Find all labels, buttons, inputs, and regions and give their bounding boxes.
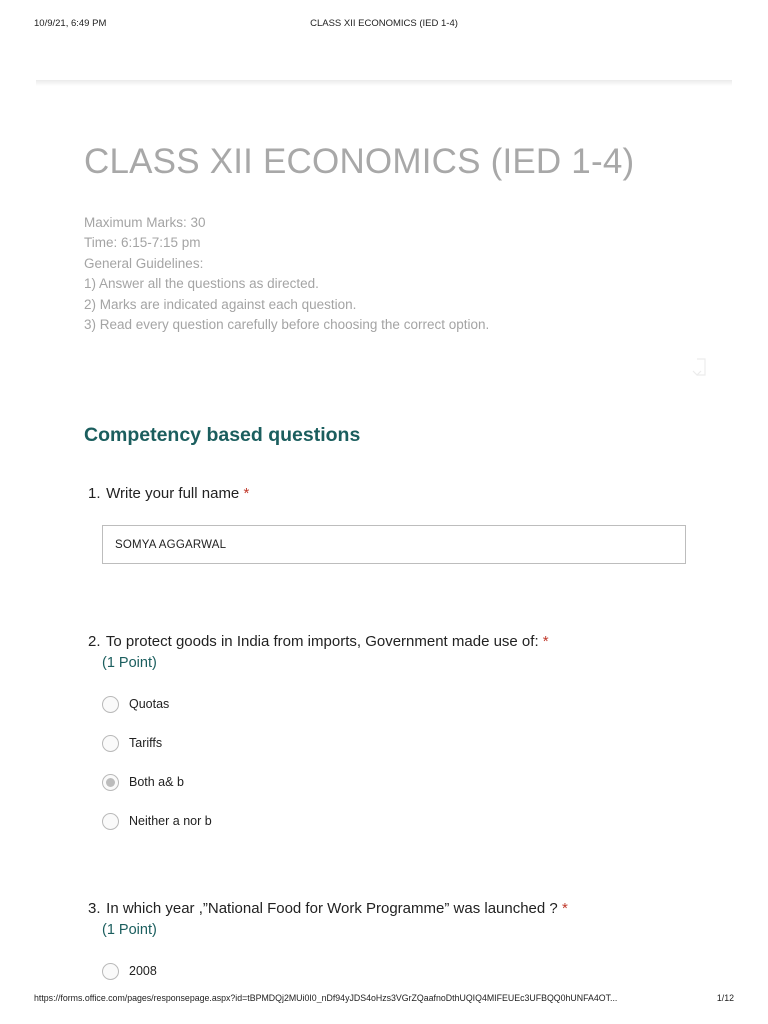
form-description xyxy=(84,213,644,335)
option-label: Neither a nor b xyxy=(129,814,212,828)
option-neither[interactable] xyxy=(102,811,212,831)
option-both[interactable] xyxy=(102,772,184,792)
question-number: 3. xyxy=(88,900,101,917)
form-title: CLASS XII ECONOMICS (IED 1-4) xyxy=(84,142,635,181)
question-1-title xyxy=(88,485,249,502)
question-number: 2. xyxy=(88,633,101,650)
print-footer xyxy=(34,993,734,1007)
description-line: 1) Answer all the questions as directed. xyxy=(84,276,319,292)
radio-button-icon[interactable] xyxy=(102,774,119,791)
question-text: In which year ,”National Food for Work Programme” was launched ? xyxy=(106,900,558,917)
radio-button-icon[interactable] xyxy=(102,813,119,830)
question-text: To protect goods in India from imports, Government made use of: xyxy=(105,633,539,650)
question-text: Write your full name xyxy=(106,485,240,502)
option-tariffs[interactable] xyxy=(102,733,162,753)
form-card-top-edge xyxy=(36,80,732,86)
description-line: 3) Read every question carefully before choosing the correct option. xyxy=(84,317,490,333)
print-page-number: 1/12 xyxy=(716,993,734,1003)
question-3-points: (1 Point) xyxy=(102,922,157,938)
description-line: 2) Marks are indicated against each question. xyxy=(84,296,357,312)
full-name-input[interactable] xyxy=(102,525,686,564)
print-url: https://forms.office.com/pages/responsepage.aspx?id=tBPMDQj2MUi0I0_nDf94yJDS4oHzs3VGrZQaafnoDthUQIQ4MIFEUEc3UFBQQ0hUNFA4OT... xyxy=(34,993,618,1003)
option-2008[interactable] xyxy=(102,961,157,981)
description-line: General Guidelines: xyxy=(84,255,204,271)
option-label: Quotas xyxy=(129,697,170,711)
required-mark: * xyxy=(542,633,549,650)
section-title: Competency based questions xyxy=(84,424,361,446)
radio-button-icon[interactable] xyxy=(102,735,119,752)
question-2-title xyxy=(88,633,549,650)
question-number: 1. xyxy=(88,485,101,502)
radio-button-icon[interactable] xyxy=(102,963,119,980)
question-2-points: (1 Point) xyxy=(102,655,157,671)
print-doc-title: CLASS XII ECONOMICS (IED 1-4) xyxy=(310,18,458,29)
expand-icon xyxy=(690,356,712,378)
required-mark: * xyxy=(243,485,250,502)
required-mark: * xyxy=(561,900,568,917)
option-label: Tariffs xyxy=(129,736,163,750)
option-quotas[interactable] xyxy=(102,694,169,714)
description-line: Maximum Marks: 30 xyxy=(84,215,206,230)
option-label: Both a& b xyxy=(129,775,184,789)
radio-button-icon[interactable] xyxy=(102,696,119,713)
full-name-value: SOMYA AGGARWAL xyxy=(115,538,227,551)
print-header xyxy=(34,18,734,32)
question-3-title xyxy=(88,900,568,917)
description-line: Time: 6:15-7:15 pm xyxy=(84,235,201,251)
print-datetime: 10/9/21, 6:49 PM xyxy=(34,18,107,29)
option-label: 2008 xyxy=(129,964,157,978)
